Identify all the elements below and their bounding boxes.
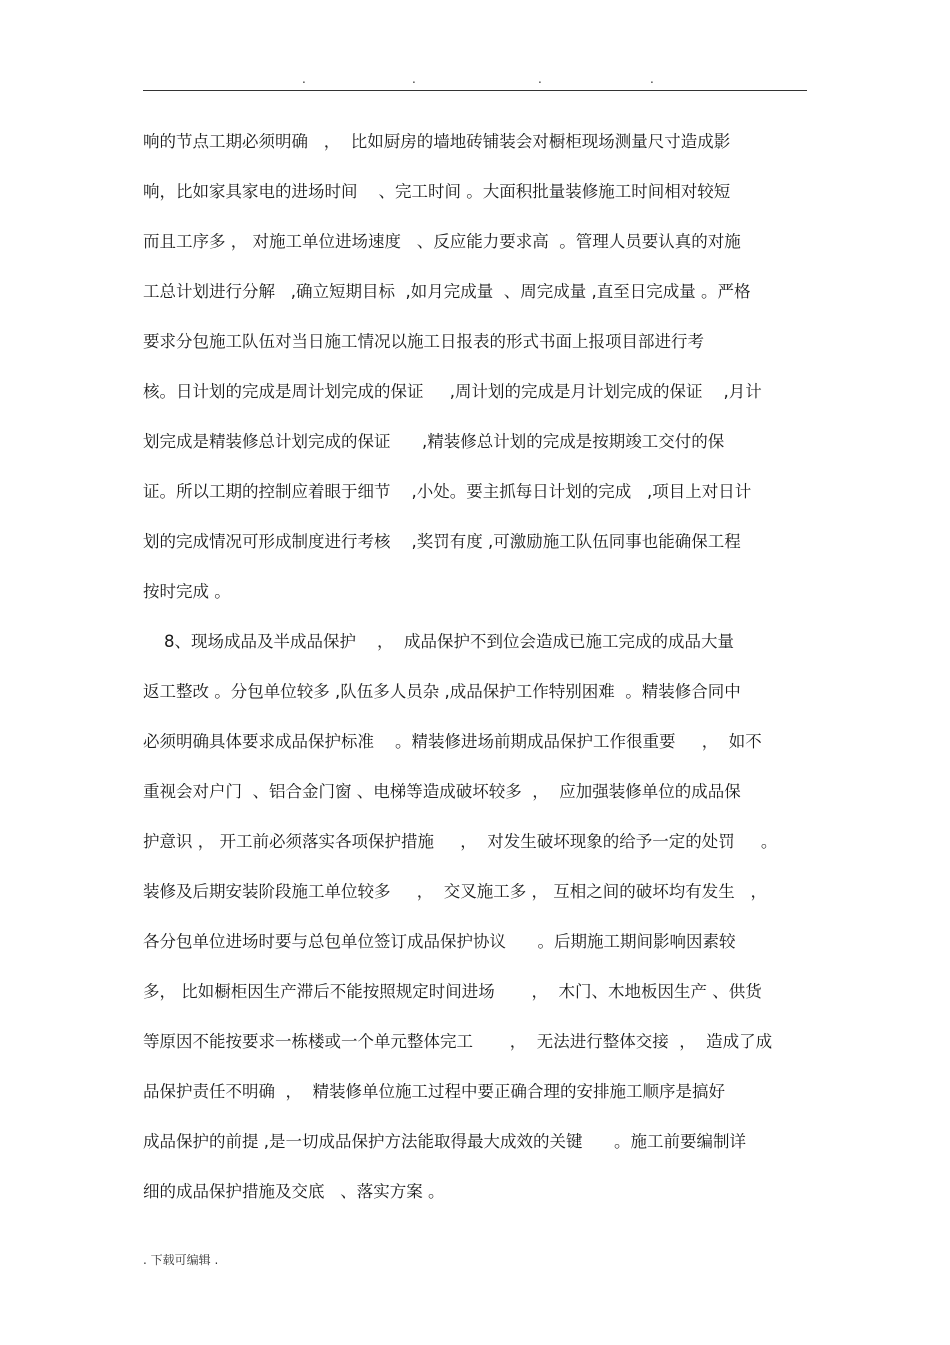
text-line: 核。日计划的完成是周计划完成的保证 ,周计划的完成是月计划完成的保证 ,月计 [143,382,762,401]
text-line: 而且工序多 ， 对施工单位进场速度 、反应能力要求高 。管理人员要认真的对施 [143,232,741,251]
page-header-dots [0,72,950,86]
page-footer: . 下载可编辑 . [143,1253,219,1267]
text-line: 成品保护的前提 ,是一切成品保护方法能取得最大成效的关键 。施工前要编制详 [143,1132,746,1151]
document-body [143,130,807,1230]
text-line: 响的节点工期必须明确 ， 比如厨房的墙地砖铺装会对橱柜现场测量尺寸造成影 [143,132,731,151]
text-line: 各分包单位进场时要与总包单位签订成品保护协议 。后期施工期间影响因素较 [143,932,736,951]
text-line: 要求分包施工队伍对当日施工情况以施工日报表的形式书面上报项目部进行考 [143,332,704,351]
header-rule [143,90,807,91]
text-line: 多， 比如橱柜因生产滞后不能按照规定时间进场 ， 木门、木地板因生产 、供货 [143,982,762,1001]
text-line: 划的完成情况可形成制度进行考核 ,奖罚有度 ,可激励施工队伍同事也能确保工程 [143,532,741,551]
text-line: 等原因不能按要求一栋楼或一个单元整体完工 ， 无法进行整体交接 ， 造成了成 [143,1032,773,1051]
text-line: 必须明确具体要求成品保护标准 。精装修进场前期成品保护工作很重要 ， 如不 [143,732,762,751]
header-dot: . [302,72,306,86]
text-line: 划完成是精装修总计划完成的保证 ,精装修总计划的完成是按期竣工交付的保 [143,432,725,451]
text-line: 响，比如家具家电的进场时间 、完工时间 。大面积批量装修施工时间相对较短 [143,182,731,201]
text-line: 装修及后期安装阶段施工单位较多 ， 交叉施工多 ， 互相之间的破坏均有发生 ， [143,882,767,901]
text-line: 返工整改 。分包单位较多 ,队伍多人员杂 ,成品保护工作特别困难 。精装修合同中 [143,682,741,701]
header-dot: . [538,72,542,86]
text-line: 8、现场成品及半成品保护 ， 成品保护不到位会造成已施工完成的成品大量 [143,632,734,651]
header-dot: . [412,72,416,86]
header-dot: . [650,72,654,86]
text-line: 护意识 ， 开工前必须落实各项保护措施 ， 对发生破坏现象的给予一定的处罚 。 [143,832,778,851]
text-line: 证。所以工期的控制应着眼于细节 ,小处。要主抓每日计划的完成 ,项目上对日计 [143,482,752,501]
text-line: 按时完成 。 [143,582,231,601]
text-line: 细的成品保护措施及交底 、落实方案 。 [143,1182,445,1201]
text-line: 品保护责任不明确 ， 精装修单位施工过程中要正确合理的安排施工顺序是搞好 [143,1082,725,1101]
text-line: 工总计划进行分解 ,确立短期目标 ,如月完成量 、周完成量 ,直至日完成量 。严格 [143,282,751,301]
text-line: 重视会对户门 、铝合金门窗 、电梯等造成破坏较多 ， 应加强装修单位的成品保 [143,782,741,801]
